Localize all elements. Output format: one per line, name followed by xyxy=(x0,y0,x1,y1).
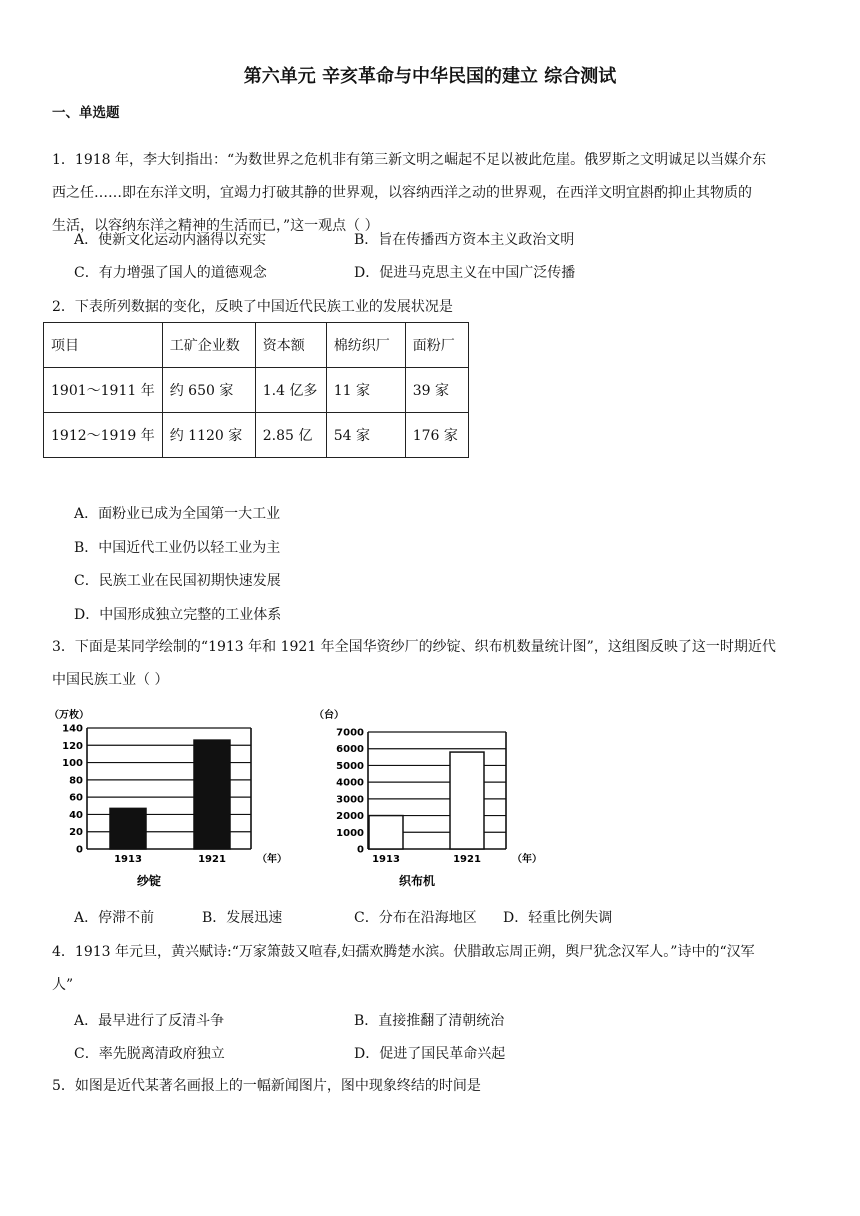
q4-option-a[interactable]: A．最早进行了反清斗争 xyxy=(74,1013,225,1029)
y-tick-label: 4000 xyxy=(336,777,364,789)
y-tick-label: 1000 xyxy=(336,827,364,839)
bar xyxy=(450,752,484,849)
x-tick-label: 1913 xyxy=(372,854,400,865)
y-tick-label: 80 xyxy=(69,775,83,787)
q4-line: 4．1913 年元旦，黄兴赋诗:“万家箫鼓又喧春,妇孺欢腾楚水滨。伏腊敢忘周正朔，舆尸犹念汉军人。”诗中的“汉军 xyxy=(52,944,755,960)
y-tick-label: 60 xyxy=(69,792,83,804)
table-cell: 约 1120 家 xyxy=(162,413,255,458)
table-cell: 39 家 xyxy=(405,368,468,413)
table-header-row xyxy=(44,323,469,368)
table-row xyxy=(44,368,469,413)
y-tick-label: 0 xyxy=(76,844,83,856)
bar xyxy=(369,816,403,849)
section-heading: 一、单选题 xyxy=(52,105,120,121)
table-cell: 176 家 xyxy=(405,413,468,458)
y-tick-label: 40 xyxy=(69,809,83,821)
y-tick-label: 100 xyxy=(62,758,83,770)
q3-option-a[interactable]: A．停滞不前 xyxy=(74,910,155,926)
bar xyxy=(110,808,146,849)
q1-line: 1．1918 年，李大钊指出：“为数世界之危机非有第三新文明之崛起不足以被此危崖。俄罗斯之文明诚足以当媒介东 xyxy=(52,152,767,168)
x-unit-label: （年） xyxy=(257,854,287,865)
y-tick-label: 20 xyxy=(69,827,83,839)
chart-title: 纱锭 xyxy=(136,874,162,888)
q3-option-c[interactable]: C．分布在沿海地区 xyxy=(354,910,477,926)
y-tick-label: 120 xyxy=(62,740,83,752)
table-cell: 1.4 亿多 xyxy=(255,368,326,413)
q4-line: 人” xyxy=(52,977,74,993)
table-cell: 54 家 xyxy=(326,413,405,458)
q5-stem: 5．如图是近代某著名画报上的一幅新闻图片，图中现象终结的时间是 xyxy=(52,1078,481,1094)
x-unit-label: （年） xyxy=(512,854,542,865)
table-cell: 11 家 xyxy=(326,368,405,413)
x-tick-label: 1921 xyxy=(453,854,481,865)
chart-unit-label: （台） xyxy=(314,710,344,721)
table-row xyxy=(44,413,469,458)
q1-option-c[interactable]: C．有力增强了国人的道德观念 xyxy=(74,265,267,281)
table-cell: 工矿企业数 xyxy=(162,323,255,368)
q4-option-d[interactable]: D．促进了国民革命兴起 xyxy=(354,1046,506,1062)
q2-option-a[interactable]: A．面粉业已成为全国第一大工业 xyxy=(74,506,281,522)
table-cell: 约 650 家 xyxy=(162,368,255,413)
y-tick-label: 3000 xyxy=(336,794,364,806)
industry-table xyxy=(43,322,469,458)
y-tick-label: 2000 xyxy=(336,811,364,823)
spindle-bar-chart xyxy=(45,706,295,896)
table-cell: 棉纺织厂 xyxy=(326,323,405,368)
q1-option-a[interactable]: A．使新文化运动内涵得以充实 xyxy=(74,232,267,248)
q1-option-b[interactable]: B．旨在传播西方资本主义政治文明 xyxy=(354,232,575,248)
q1-option-d[interactable]: D．促进马克思主义在中国广泛传播 xyxy=(354,265,576,281)
y-tick-label: 6000 xyxy=(336,744,364,756)
q4-option-b[interactable]: B．直接推翻了清朝统治 xyxy=(354,1013,505,1029)
bar xyxy=(194,740,230,849)
q1-line: 西之任……即在东洋文明，宜竭力打破其静的世界观，以容纳西洋之动的世界观，在西洋文明宜斟酌抑止其物质的 xyxy=(52,185,752,201)
q3-line: 中国民族工业（ ） xyxy=(52,672,169,688)
q3-line: 3．下面是某同学绘制的“1913 年和 1921 年全国华资纱厂的纱锭、织布机数量统计图”，这组图反映了这一时期近代 xyxy=(52,639,776,655)
loom-bar-chart xyxy=(310,706,550,896)
table-cell: 1901～1911 年 xyxy=(44,368,163,413)
x-tick-label: 1921 xyxy=(198,854,226,865)
y-tick-label: 140 xyxy=(62,723,83,735)
q2-option-d[interactable]: D．中国形成独立完整的工业体系 xyxy=(74,607,282,623)
x-tick-label: 1913 xyxy=(114,854,142,865)
table-cell: 2.85 亿 xyxy=(255,413,326,458)
chart-unit-label: （万枚） xyxy=(49,710,89,721)
table-cell: 项目 xyxy=(44,323,163,368)
page-title: 第六单元 辛亥革命与中华民国的建立 综合测试 xyxy=(243,66,617,87)
table-cell: 资本额 xyxy=(255,323,326,368)
chart-title: 织布机 xyxy=(398,874,436,888)
table-cell: 1912～1919 年 xyxy=(44,413,163,458)
q2-stem: 2．下表所列数据的变化，反映了中国近代民族工业的发展状况是 xyxy=(52,299,453,315)
y-tick-label: 5000 xyxy=(336,760,364,772)
table-cell: 面粉厂 xyxy=(405,323,468,368)
y-tick-label: 7000 xyxy=(336,727,364,739)
q3-option-b[interactable]: B．发展迅速 xyxy=(202,910,283,926)
q1-line: 生活，以容纳东洋之精神的生活而已，”这一观点（ ） xyxy=(52,218,379,234)
q2-option-c[interactable]: C．民族工业在民国初期快速发展 xyxy=(74,573,281,589)
q3-option-d[interactable]: D．轻重比例失调 xyxy=(503,910,613,926)
q4-option-c[interactable]: C．率先脱离清政府独立 xyxy=(74,1046,225,1062)
y-tick-label: 0 xyxy=(357,844,364,856)
q2-option-b[interactable]: B．中国近代工业仍以轻工业为主 xyxy=(74,540,281,556)
